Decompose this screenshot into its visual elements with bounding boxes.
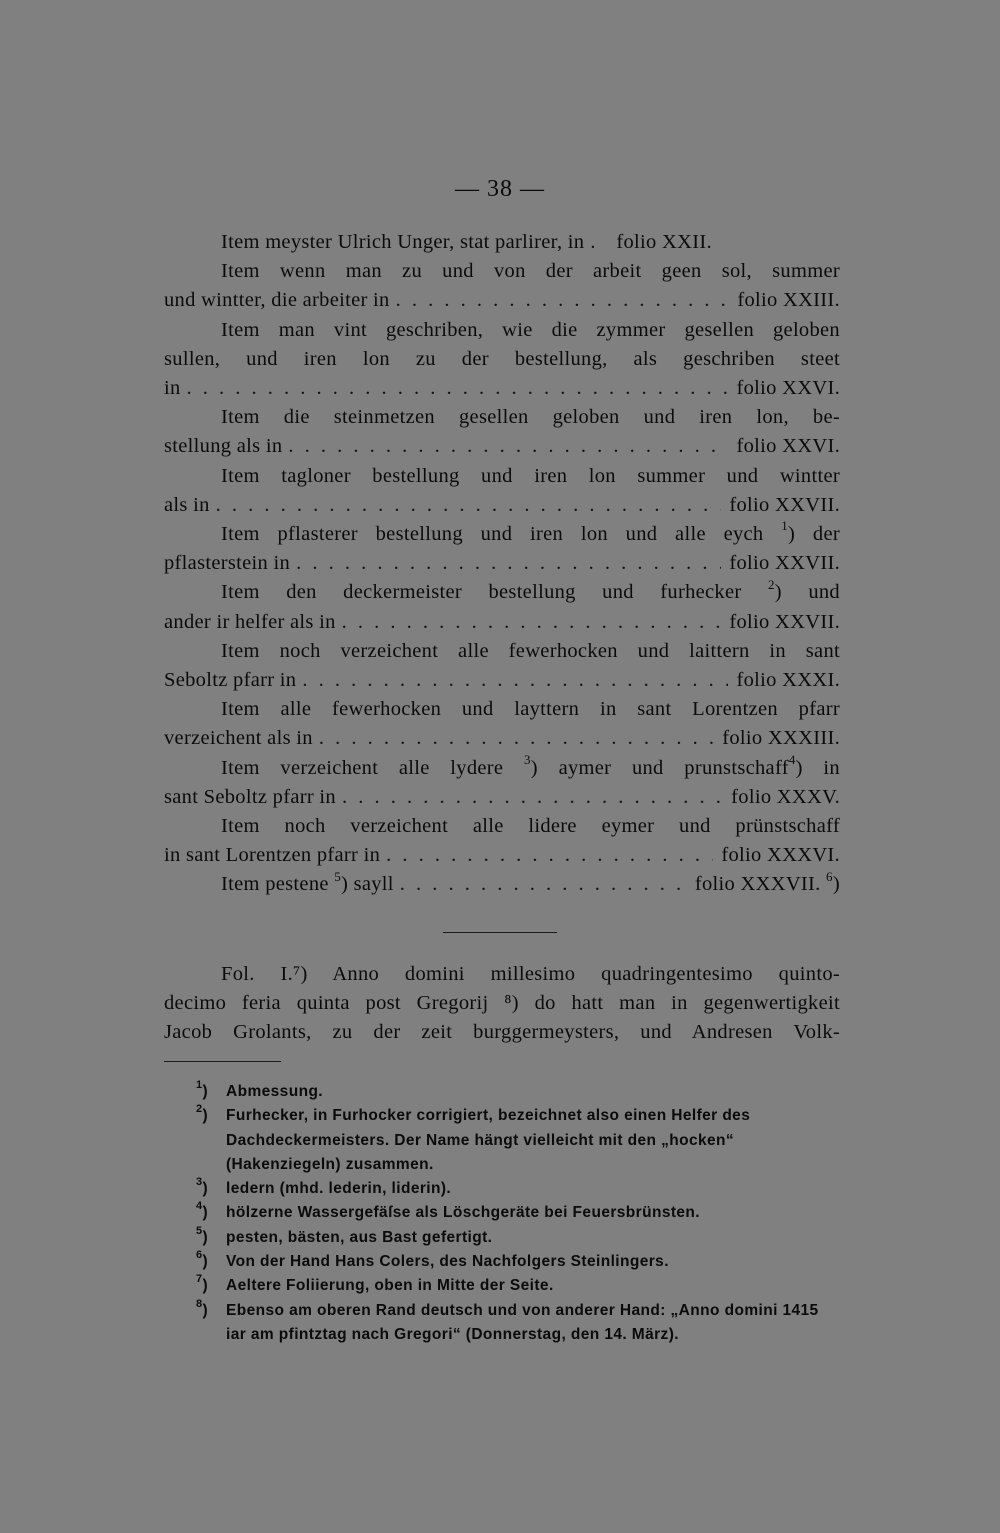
entry-text <box>221 870 394 899</box>
entry-line <box>164 432 840 461</box>
folio-reference: folio XXIII. <box>737 289 840 312</box>
body-line: Fol. I.⁷) Anno domini millesimo quadringentesimo quinto- <box>221 963 840 985</box>
footnote-mark: $^1$) <box>196 1078 209 1100</box>
entry-text-part: ) aymer und prunstschaff <box>530 756 789 779</box>
footnote-number: 1 <box>196 1078 203 1091</box>
entry-text: pflasterstein in <box>164 552 291 575</box>
footnote-number: 2 <box>196 1103 203 1116</box>
entry-text: Item meyster Ulrich Unger, stat parlirer, in <box>221 231 585 253</box>
entry-text: Item noch verzeichent alle lidere eymer und prünstschaff <box>221 815 840 838</box>
entry-line <box>164 783 840 812</box>
footnote-rule <box>164 1061 281 1062</box>
footnote-text: Ebenso am oberen Rand deutsch und von anderer Hand: „Anno domini 1415 iar am pfintztag nach Gregori“ (Donnerstag, den 14. März). <box>226 1301 819 1343</box>
entry-line <box>164 374 840 403</box>
entry-text-part: Item pflasterer bestellung und iren lon und alle eych <box>221 523 764 546</box>
leader-dots <box>313 724 714 753</box>
footnote-text: Aeltere Foliierung, oben in Mitte der Seite. <box>226 1277 554 1295</box>
entry-text: Item noch verzeichent alle fewerhocken und laittern in sant <box>221 639 840 662</box>
leader-dots <box>282 432 728 461</box>
entry-text: ander ir helfer als in <box>164 610 336 633</box>
footnote-mark: $^4$) <box>196 1200 209 1222</box>
entry-text: in sant Lorentzen pfarr in <box>164 844 381 867</box>
leader-dots <box>296 666 728 695</box>
footnote <box>196 1177 842 1201</box>
entry-text: sullen, und iren lon zu der bestellung, als geschriben steet <box>164 347 840 370</box>
leader-dots <box>336 783 723 812</box>
footnote-ref: 6 <box>826 868 833 884</box>
footnote <box>196 1080 842 1104</box>
entry-text-part: ) sayll <box>341 873 394 896</box>
footnote <box>196 1299 842 1348</box>
entry <box>164 870 840 899</box>
entry <box>164 257 840 315</box>
folio-reference: folio XXXVI. <box>721 844 840 867</box>
entry-text-part: Item den deckermeister bestellung und furhecker <box>221 581 742 604</box>
leader-dots <box>390 286 730 315</box>
section-separator <box>443 932 557 933</box>
footnote-ref: 1 <box>781 518 789 534</box>
folio-text-part: ) <box>832 873 840 896</box>
entry-text: als in <box>164 493 210 516</box>
footnote-mark: $^7$) <box>196 1273 209 1295</box>
footnote-number: 5 <box>196 1224 203 1237</box>
footnote-text: ledern (mhd. lederin, liderin). <box>226 1180 452 1198</box>
footnote <box>196 1201 842 1225</box>
entry <box>164 403 840 461</box>
footnote-number: 7 <box>196 1273 203 1286</box>
leader-dots <box>181 374 729 403</box>
folio-reference: folio XXXV. <box>731 785 840 808</box>
leader-dots <box>210 491 722 520</box>
folio-reference: folio XXXI. <box>736 669 840 692</box>
body-line: Jacob Grolants, zu der zeit burggermeysters, und Andresen Volk- <box>164 1021 840 1044</box>
footnote-text: Abmessung. <box>226 1083 324 1100</box>
folio-text: folio XXXVII. <box>694 873 821 896</box>
footnotes <box>196 1080 842 1347</box>
footnote-text: pesten, bästen, aus Bast gefertigt. <box>226 1228 493 1246</box>
footnote-mark: $^8$) <box>196 1297 209 1319</box>
entry-text <box>164 751 840 783</box>
footnote-mark: $^3$) <box>196 1176 209 1198</box>
entry-line <box>164 724 840 753</box>
entry-text: stellung als in <box>164 435 283 458</box>
footnote-text: Von der Hand Hans Colers, des Nachfolgers Steinlingers. <box>226 1253 669 1271</box>
entry-text: verzeichent als in <box>164 727 313 750</box>
entry-text: Item man vint geschriben, wie die zymmer gesellen geloben <box>221 318 840 341</box>
entry-line <box>164 549 840 578</box>
index-entries <box>164 228 840 900</box>
footnote-mark: $^6$) <box>196 1248 209 1271</box>
entry-text: sant Seboltz pfarr in <box>164 785 336 808</box>
entry-text-part: ) der <box>788 523 840 546</box>
footnote-ref: 5 <box>334 868 342 884</box>
footnote <box>196 1250 842 1274</box>
footnote <box>196 1274 842 1298</box>
entry <box>164 520 840 578</box>
folio-reference: folio XXXIII. <box>722 727 840 750</box>
footnote-mark: $^5$) <box>196 1224 209 1246</box>
footnote-number: 3 <box>196 1176 203 1189</box>
entry-text-part: Item pestene <box>221 873 329 896</box>
entry <box>164 578 840 636</box>
footnote-text: Furhecker, in Furhocker corrigiert, bezeichnet also einen Helfer des Dachdeckermeisters. Der Name hängt vielleicht mit den „hocken“ (Hakenziegeln) zusammen. <box>226 1107 751 1173</box>
entry-text: Seboltz pfarr in <box>164 669 297 692</box>
entry-line <box>164 286 840 315</box>
folio-reference: folio XXVI. <box>736 377 840 400</box>
footnote-ref: 3 <box>523 751 531 767</box>
entry <box>164 695 840 753</box>
entry-line <box>164 841 840 870</box>
entry-line <box>164 608 840 637</box>
footnote-ref: 2 <box>767 576 775 592</box>
entry <box>164 462 840 520</box>
entry <box>164 637 840 695</box>
footnote <box>196 1226 842 1250</box>
footnote-ref: 4 <box>788 751 796 767</box>
folio-reference: folio XXVII. <box>729 493 840 516</box>
entry <box>164 812 840 870</box>
entry-text: Item wenn man zu und von der arbeit geen sol, summer <box>221 260 840 283</box>
body-line: decimo feria quinta post Gregorij ⁸) do hatt man in gegenwertigkeit <box>164 992 840 1015</box>
leader-dots <box>584 228 608 257</box>
leader-dots <box>380 841 713 870</box>
entry-text: Item die steinmetzen gesellen geloben und iren lon, be- <box>221 406 840 429</box>
entry-text-part: ) und <box>774 581 840 604</box>
footnote <box>196 1104 842 1177</box>
entry-text: Item tagloner bestellung und iren lon summer und wintter <box>221 464 840 487</box>
folio-reference: folio XXVII. <box>729 610 840 633</box>
entry-text-part: Item verzeichent alle lydere <box>221 756 504 779</box>
folio-reference <box>687 870 840 899</box>
entry-line <box>164 666 840 695</box>
entry-text: Item alle fewerhocken und layttern in sant Lorentzen pfarr <box>221 698 840 721</box>
page-number: — 38 — <box>455 176 545 202</box>
entry-text-part: ) in <box>795 756 840 779</box>
leader-dots <box>394 870 687 899</box>
leader-dots <box>336 608 722 637</box>
entry-line <box>164 870 840 899</box>
footnote-text: hölzerne Wassergefäſse als Löschgeräte bei Feuersbrünsten. <box>226 1204 701 1222</box>
entry-line <box>164 228 840 257</box>
entry <box>164 316 840 404</box>
footnote-number: 8 <box>196 1297 203 1310</box>
footnote-number: 6 <box>196 1248 203 1261</box>
leader-dots <box>290 549 721 578</box>
folio-reference: folio XXVII. <box>729 552 840 575</box>
entry-text <box>164 520 840 549</box>
entry-line <box>164 491 840 520</box>
footnote-mark: $^2$) <box>196 1103 209 1125</box>
entry-text: und wintter, die arbeiter in <box>164 289 390 312</box>
folio-reference: folio XXII. <box>616 231 712 253</box>
entry-text: in <box>164 377 181 400</box>
entry <box>164 228 840 257</box>
folio-reference: folio XXVI. <box>736 435 840 458</box>
entry <box>164 751 840 812</box>
folio-section <box>164 960 840 1048</box>
entry-text <box>164 578 840 607</box>
footnote-number: 4 <box>196 1200 203 1213</box>
